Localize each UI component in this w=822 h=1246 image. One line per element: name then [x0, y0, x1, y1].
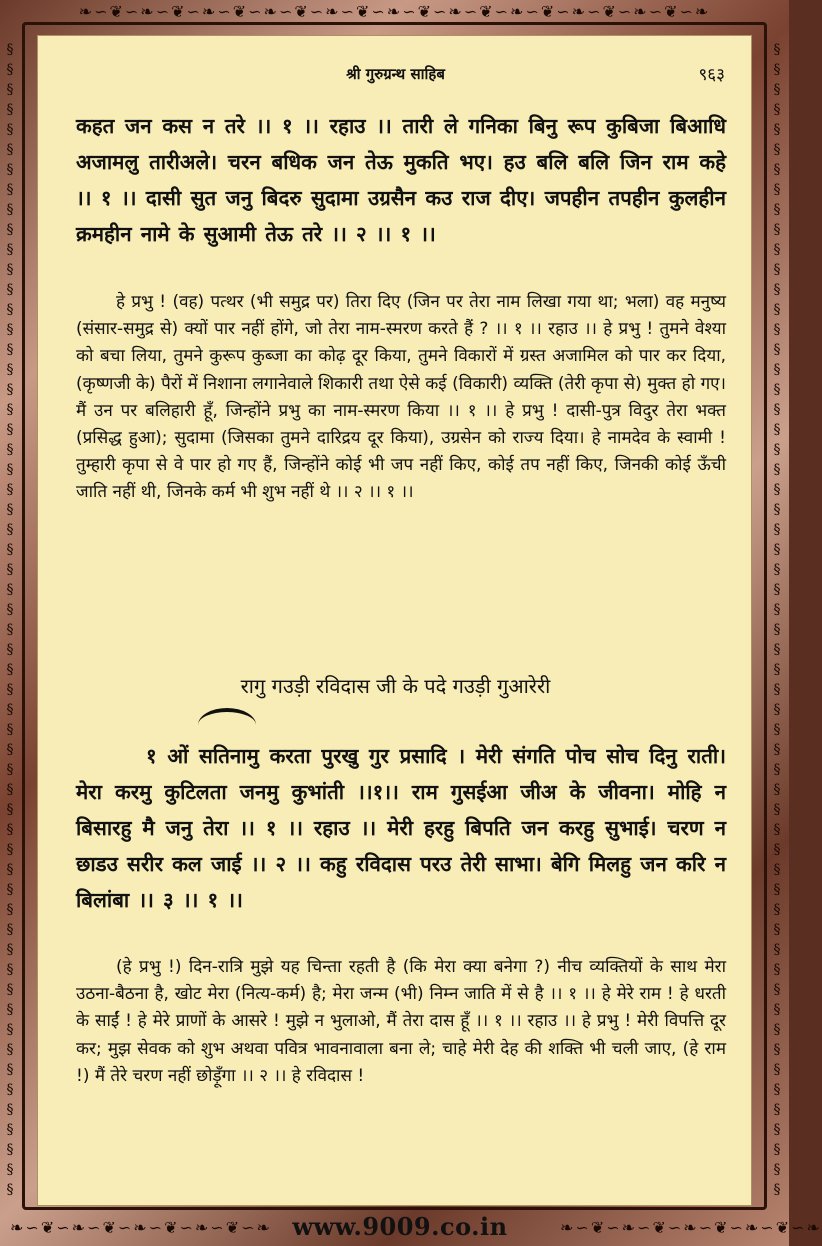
- raag-heading: रागु गउड़ी रविदास जी के पदे गउड़ी गुआरेरी: [240, 674, 551, 698]
- scroll-ornament-bottom-right: ❧∽❦∽❧∽❦∽❧∽❦∽❧∽❦∽❧: [560, 1218, 822, 1237]
- scroll-ornament-left: § § § § § § § § § § § § § § § § § § § § § § § § § § § § § § § § § § § § § § § § § § § § § § § § § § § § § § § § § §: [6, 42, 16, 1198]
- running-title: श्री गुरुग्रन्थ साहिब: [346, 65, 445, 83]
- scripture-page: [37, 35, 752, 1206]
- translation-block-2: (हे प्रभु !) दिन-रात्रि मुझे यह चिन्ता रहती है (कि मेरा क्या बनेगा ?) नीच व्यक्तियों के साथ मेरा उठना-बैठना है, खोट मेरा (नित्य-कर्म) है; मेरा जन्म (भी) निम्न जाति में से है ।। १ ।। हे मेरे राम ! हे धरती के साईं ! हे मेरे प्राणों के आसरे ! मुझे न भुलाओ, मैं तेरा दास हूँ ।। १ ।। रहाउ ।। हे प्रभु ! मेरी विपत्ति दूर कर; मुझ सेवक को शुभ अथवा पवित्र भावनावाला बना ले; चाहे मेरी देह की शक्ति भी चली जाए, (हे राम !) मैं तेरे चरण नहीं छोड़ूँगा ।। २ ।। हे रविदास !: [76, 957, 726, 1086]
- page-header: [38, 64, 753, 94]
- ik-onkar-arc-mark: [198, 708, 256, 742]
- verse-block-1: कहत जन कस न तरे ।। १ ।। रहाउ ।। तारी ले गनिका बिनु रूप कुबिजा बिआधि अजामलु तारीअले। चरन बधिक जन तेऊ मुकति भए। हउ बलि बलि जिन राम कहे ।। १ ।। दासी सुत जनु बिदरु सुदामा उग्रसैन कउ राज दीए। जपहीन तपहीन कुलहीन क्रमहीन नामे के सुआमी तेऊ तरे ।। २ ।। १ ।।: [76, 114, 726, 246]
- scroll-ornament-right: § § § § § § § § § § § § § § § § § § § § § § § § § § § § § § § § § § § § § § § § § § § § § § § § § § § § § § § § § §: [773, 42, 783, 1198]
- translation-block-1: हे प्रभु ! (वह) पत्थर (भी समुद्र पर) तिरा दिए (जिन पर तेरा नाम लिखा गया था; भला) वह मनुष्य (संसार-समुद्र से) क्यों पार नहीं होंगे, जो तेरा नाम-स्मरण करते हैं ? ।। १ ।। रहाउ ।। हे प्रभु ! तुमने वेश्या को बचा लिया, तुमने कुरूप कुब्जा का कोढ़ दूर किया, तुमने विकारों में ग्रस्त अजामिल को पार कर दिया, (कृष्णजी के) पैरों में निशाना लगानेवाले शिकारी तथा ऐसे कई (विकारी) व्यक्ति (तेरी कृपा से) मुक्त हो गए। मैं उन पर बलिहारी हूँ, जिन्होंने प्रभु का नाम-स्मरण किया ।। १ ।। हे प्रभु ! दासी-पुत्र विदुर तेरा भक्त (प्रसिद्ध हुआ); सुदामा (जिसका तुमने दारिद्रय दूर किया), उग्रसेन को राज्य दिया। हे नामदेव के स्वामी ! तुम्हारी कृपा से वे पार हो गए हैं, जिन्होंने कोई भी जप नहीं किए, कोई तप नहीं किए, जिनकी कोई ऊँची जाति नहीं थी, जिनके कर्म भी शुभ नहीं थे ।। २ ।। १ ।।: [76, 292, 726, 503]
- scroll-ornament-top: ❧∽❦∽❧∽❦∽❧∽❦∽❧∽❦∽❧∽❦∽❧∽❦∽❧∽❦∽❧∽❦∽❧∽❦∽❧∽❦∽❧: [78, 2, 711, 21]
- scroll-ornament-bottom-left: ❧∽❦∽❧∽❦∽❧∽❦∽❧∽❦∽❧: [10, 1218, 272, 1237]
- verse-block-2: १ ओं सतिनामु करता पुरखु गुर प्रसादि । मेरी संगति पोच सोच दिनु राती। मेरा करमु कुटिलता जनमु कुभांती ।।१।। राम गुसईआ जीअ के जीवना। मोहि न बिसारहु मै जनु तेरा ।। १ ।। रहाउ ।। मेरी हरहु बिपति जन करहु सुभाई। चरण न छाडउ सरीर कल जाई ।। २ ।। कहु रविदास परउ तेरी साभा। बेगि मिलहु जन करि न बिलांबा ।। ३ ।। १ ।।: [76, 744, 726, 912]
- page-number: ९६३: [698, 65, 725, 85]
- website-watermark: www.9009.co.in: [292, 1212, 508, 1241]
